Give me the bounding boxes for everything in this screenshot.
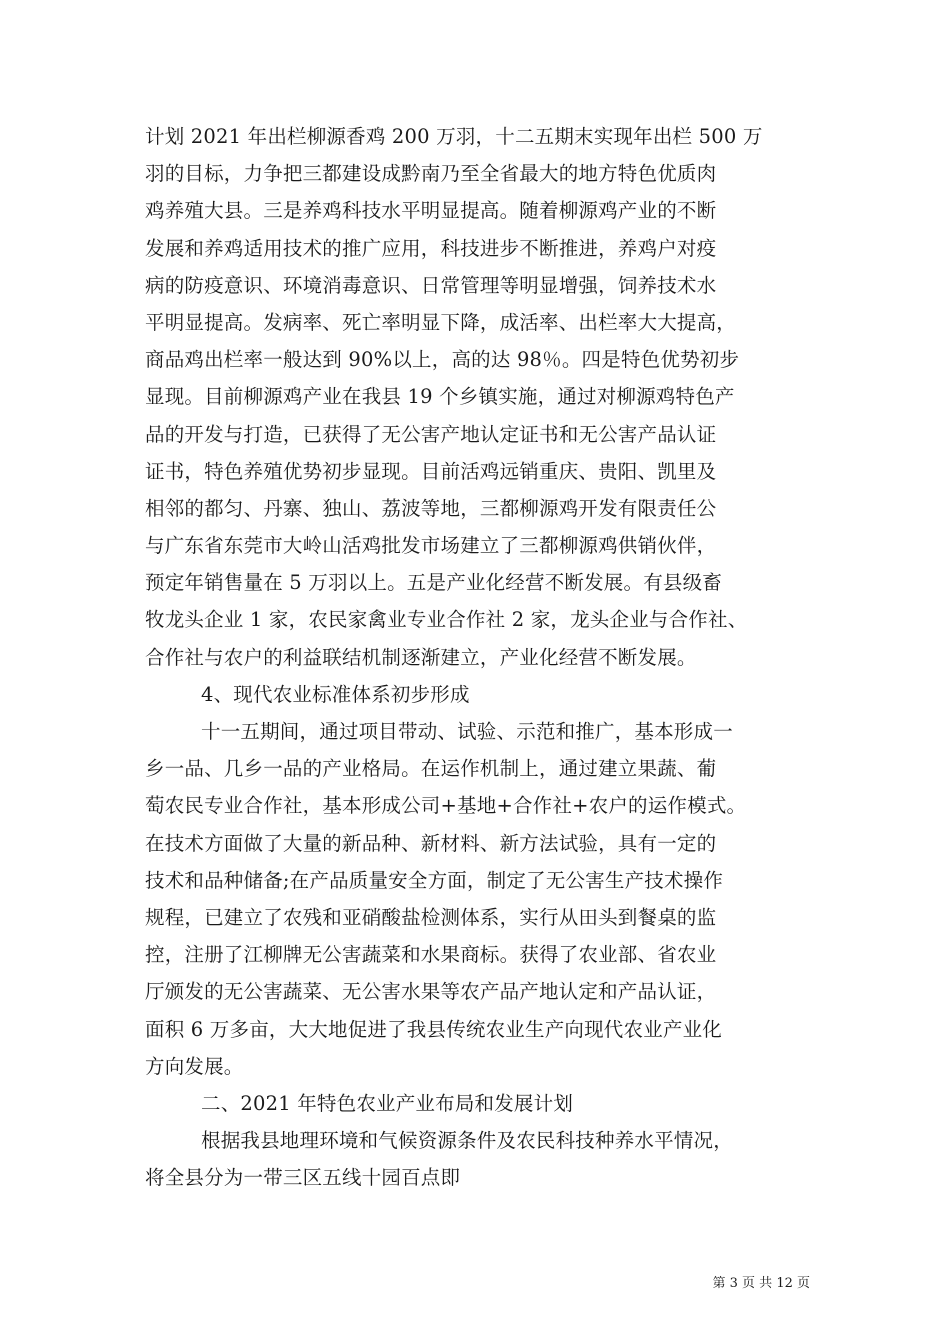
text-line: 根据我县地理环境和气候资源条件及农民科技种养水平情况， [201,1129,733,1153]
text-line: 规程，已建立了农残和亚硝酸盐检测体系，实行从田头到餐桌的监 [145,905,717,929]
text-line: 将全县分为一带三区五线十园百点即 [145,1166,461,1190]
text-line: 萄农民专业合作社，基本形成公司+基地+合作社+农户的运作模式。 [145,794,747,818]
text-line: 在技术方面做了大量的新品种、新材料、新方法试验，具有一定的 [145,831,717,855]
text-line: 发展和养鸡适用技术的推广应用，科技进步不断推进，养鸡户对疫 [145,236,717,260]
text-line: 显现。目前柳源鸡产业在我县 19 个乡镇实施，通过对柳源鸡特色产 [145,385,735,409]
text-line: 控，注册了江柳牌无公害蔬菜和水果商标。获得了农业部、省农业 [145,943,717,967]
text-line: 品的开发与打造，已获得了无公害产地认定证书和无公害产品认证 [145,422,717,446]
text-line: 鸡养殖大县。三是养鸡科技水平明显提高。随着柳源鸡产业的不断 [145,199,717,223]
text-line: 乡一品、几乡一品的产业格局。在运作机制上，通过建立果蔬、葡 [145,757,717,781]
text-line: 方向发展。 [145,1054,244,1078]
text-line: 二、2021 年特色农业产业布局和发展计划 [201,1091,574,1115]
document-body [145,118,825,1196]
text-line: 厅颁发的无公害蔬菜、无公害水果等农产品产地认定和产品认证， [145,980,717,1004]
text-line: 合作社与农户的利益联结机制逐渐建立，产业化经营不断发展。 [145,645,697,669]
text-line: 技术和品种储备;在产品质量安全方面，制定了无公害生产技术操作 [145,868,724,892]
page-number-footer: 第 3 页 共 12 页 [712,1276,810,1291]
text-line: 病的防疫意识、环境消毒意识、日常管理等明显增强，饲养技术水 [145,273,717,297]
text-line: 计划 2021 年出栏柳源香鸡 200 万羽，十二五期末实现年出栏 500 万 [145,125,763,148]
text-line: 商品鸡出栏率一般达到 90%以上，高的达 98％。四是特色优势初步 [145,348,740,372]
text-line: 与广东省东莞市大岭山活鸡批发市场建立了三都柳源鸡供销伙伴， [145,534,717,558]
text-line: 牧龙头企业 1 家，农民家禽业专业合作社 2 家，龙头企业与合作社、 [145,608,748,632]
text-line: 十一五期间，通过项目带动、试验、示范和推广，基本形成一 [201,720,733,743]
text-line: 证书，特色养殖优势初步显现。目前活鸡远销重庆、贵阳、凯里及 [145,459,717,483]
text-line: 面积 6 万多亩，大大地促进了我县传统农业生产向现代农业产业化 [145,1017,723,1041]
text-line: 平明显提高。发病率、死亡率明显下降，成活率、出栏率大大提高， [145,310,737,334]
text-line: 4、现代农业标准体系初步形成 [201,682,470,706]
text-line: 羽的目标，力争把三都建设成黔南乃至全省最大的地方特色优质肉 [145,162,717,186]
text-line: 预定年销售量在 5 万羽以上。五是产业化经营不断发展。有县级畜 [145,571,723,595]
text-line: 相邻的都匀、丹寨、独山、荔波等地，三都柳源鸡开发有限责任公 [145,496,717,520]
